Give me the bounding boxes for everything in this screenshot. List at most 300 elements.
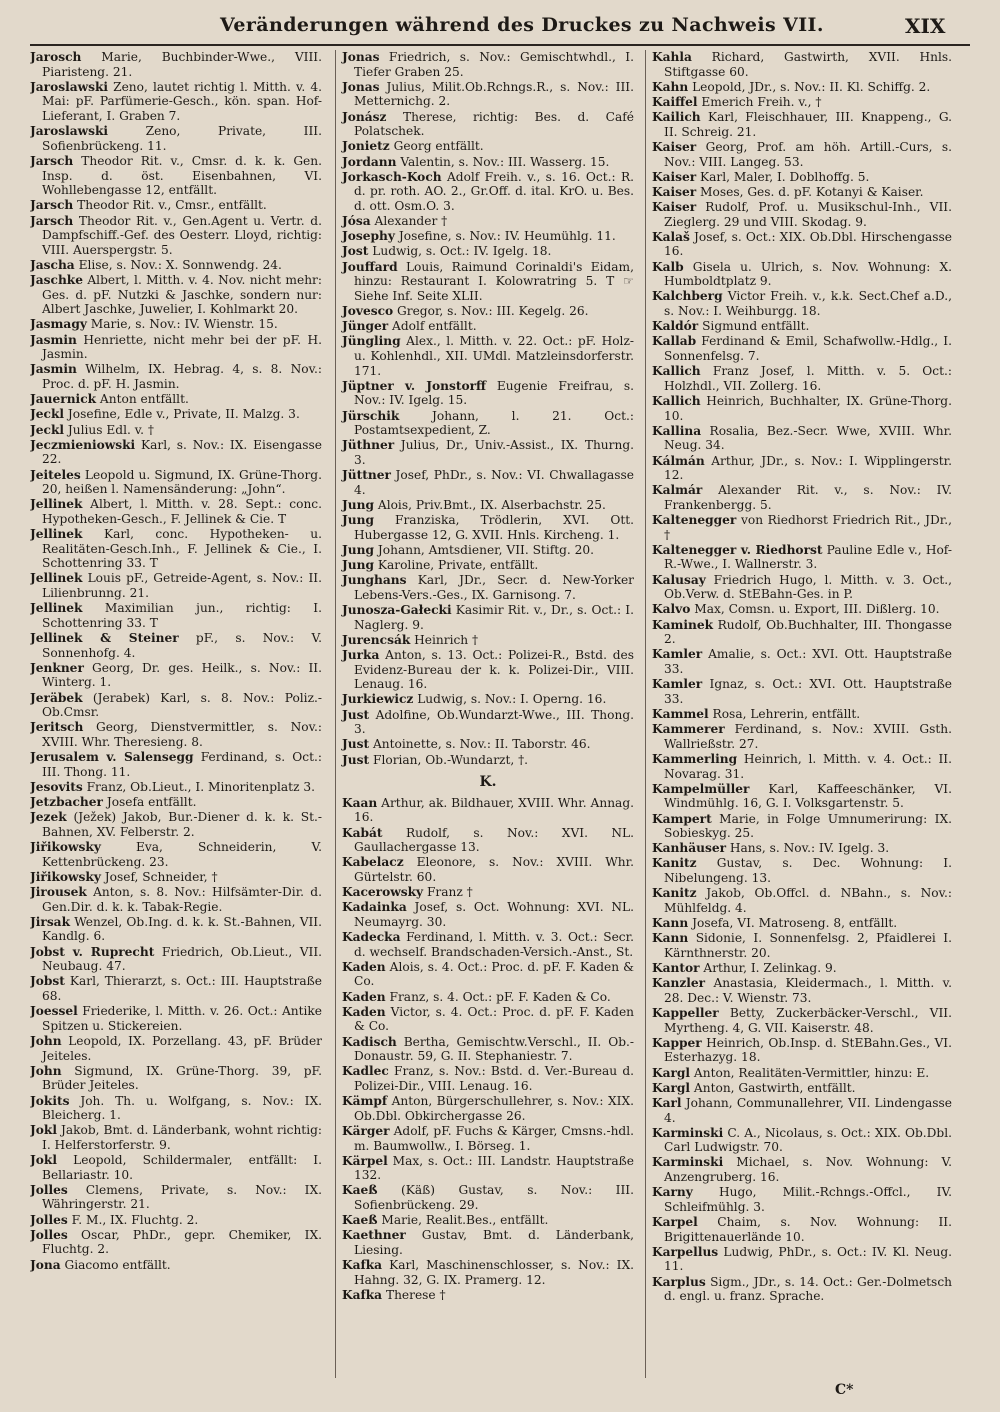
directory-entry bbox=[342, 1288, 634, 1303]
entry-name: Jonász bbox=[342, 109, 387, 124]
directory-entry bbox=[652, 394, 952, 423]
directory-entry bbox=[30, 468, 322, 497]
entry-name: Jolles bbox=[30, 1212, 68, 1227]
directory-entry bbox=[30, 392, 322, 407]
directory-entry bbox=[342, 1005, 634, 1034]
directory-entry bbox=[30, 1228, 322, 1257]
entry-text: Anton, s. 8. Nov.: Hilfsämter-Dir. d. Gen.Dir. d. k. k. Tabak-Regie. bbox=[42, 885, 322, 914]
directory-entry bbox=[30, 885, 322, 914]
entry-name: Jósa bbox=[342, 214, 371, 229]
entry-text: von Riedhorst Friedrich Rit., JDr., † bbox=[664, 513, 952, 542]
entry-name: Junghans bbox=[342, 573, 407, 588]
entry-text: Eleonore, s. Nov.: XVIII. Whr. Gürtelstr. 60. bbox=[354, 855, 634, 884]
entry-name: Karpel bbox=[652, 1215, 698, 1230]
directory-entry bbox=[30, 1034, 322, 1063]
directory-entry bbox=[652, 976, 952, 1005]
entry-name: Kaeß bbox=[342, 1213, 378, 1228]
entry-text: Anton entfällt. bbox=[96, 392, 189, 407]
entry-name: Jasmagy bbox=[30, 317, 87, 332]
directory-entry bbox=[342, 648, 634, 692]
directory-entry bbox=[652, 185, 952, 200]
entry-name: Kalb bbox=[652, 259, 684, 274]
header-rule bbox=[30, 44, 970, 46]
entry-name: Jordann bbox=[342, 154, 397, 169]
directory-entry bbox=[30, 407, 322, 422]
entry-text: Albert, l. Mitth. v. 28. Sept.: conc. Hypotheken-Gesch., F. Jellinek & Cie. T bbox=[42, 497, 322, 526]
entry-text: Johann, Amtsdiener, VII. Stiftg. 20. bbox=[374, 542, 595, 557]
entry-name: Jost bbox=[342, 244, 369, 259]
entry-name: Jasmin bbox=[30, 332, 77, 347]
entry-name: Kaiffel bbox=[652, 94, 698, 109]
directory-entry bbox=[342, 1064, 634, 1093]
entry-text: Victor Freih. v., k.k. Sect.Chef a.D., s. Nov.: I. Weihburgg. 18. bbox=[664, 289, 952, 319]
entry-name: Kallina bbox=[652, 423, 702, 438]
directory-entry bbox=[652, 1245, 952, 1274]
entry-name: Kafka bbox=[342, 1288, 383, 1302]
entry-name: Kallab bbox=[652, 334, 697, 349]
entry-name: Jascha bbox=[30, 257, 75, 272]
directory-entry bbox=[30, 691, 322, 720]
entry-text: Leopold, JDr., s. Nov.: II. Kl. Schiffg. 2. bbox=[688, 79, 931, 94]
entry-name: Kanitz bbox=[652, 886, 697, 901]
entry-name: Josephy bbox=[342, 229, 395, 244]
entry-text: Ludwig, PhDr., s. Oct.: IV. Kl. Neug. 11. bbox=[664, 1244, 952, 1274]
directory-entry bbox=[652, 782, 952, 811]
entry-text: Ferdinand & Emil, Schafwollw.-Hdlg., I. Sonnenfelsg. 7. bbox=[664, 334, 952, 363]
directory-entry bbox=[342, 573, 634, 602]
entry-name: Kacerowsky bbox=[342, 885, 424, 900]
directory-entry bbox=[652, 722, 952, 751]
entry-text: Alois, s. 4. Oct.: Proc. d. pF. F. Kaden & Co. bbox=[354, 959, 634, 989]
entry-text: Johann, l. 21. Oct.: Postamtsexpedient, Z. bbox=[354, 408, 634, 438]
directory-entry bbox=[342, 513, 634, 542]
directory-entry bbox=[342, 1124, 634, 1153]
directory-entry bbox=[652, 1006, 952, 1035]
entry-text: Karl, JDr., Secr. d. New-Yorker Lebens-Vers.-Ges., IX. Garnisong. 7. bbox=[354, 573, 634, 602]
entry-name: Kamler bbox=[652, 677, 703, 692]
entry-name: Kargl bbox=[652, 1065, 691, 1080]
directory-entry bbox=[342, 796, 634, 825]
directory-entry bbox=[342, 498, 634, 513]
directory-entry bbox=[30, 840, 322, 869]
entry-text: Max, s. Oct.: III. Landstr. Hauptstraße 132. bbox=[354, 1153, 634, 1183]
entry-text: Ludwig, s. Oct.: IV. Igelg. 18. bbox=[368, 244, 552, 259]
directory-entry bbox=[30, 571, 322, 600]
entry-name: Jona bbox=[30, 1257, 61, 1272]
directory-entry bbox=[342, 379, 634, 408]
entry-name: Jirsak bbox=[30, 914, 71, 929]
directory-entry bbox=[30, 333, 322, 362]
entry-text: Anastasia, Kleidermach., l. Mitth. v. 28. Dec.: V. Wienstr. 73. bbox=[664, 976, 952, 1005]
entry-text: Sigmund, IX. Grüne-Thorg. 39, pF. Brüder Jeiteles. bbox=[42, 1063, 322, 1093]
entry-text: (Käß) Gustav, s. Nov.: III. Sofienbrückeng. 29. bbox=[354, 1183, 634, 1213]
entry-text: Ferdinand, s. Nov.: XVIII. Gsth. Wallrießstr. 27. bbox=[664, 722, 952, 751]
entry-name: Kann bbox=[652, 916, 689, 931]
directory-entry bbox=[342, 855, 634, 884]
entry-name: Jaschke bbox=[30, 273, 84, 288]
entry-text: Therese, richtig: Bes. d. Café Polatschek. bbox=[354, 109, 634, 139]
entry-name: Kanzler bbox=[652, 976, 706, 991]
entry-name: Kabelacz bbox=[342, 855, 404, 870]
entry-text: Theodor Rit. v., Cmsr. d. k. k. Gen. Insp. d. öst. Eisenbahnen, VI. Wohllebengasse 12, entfällt. bbox=[42, 153, 322, 198]
entry-name: Jobst v. Ruprecht bbox=[30, 944, 155, 959]
entry-name: Kammerling bbox=[652, 751, 738, 766]
entry-name: Jokits bbox=[30, 1093, 70, 1108]
entry-text: Leopold u. Sigmund, IX. Grüne-Thorg. 20, heißen l. Namensänderung: „John“. bbox=[42, 467, 322, 497]
directory-entry bbox=[652, 1081, 952, 1096]
directory-entry bbox=[30, 527, 322, 571]
entry-text: Ferdinand, s. Oct.: III. Thong. 11. bbox=[42, 750, 322, 779]
entry-name: Jarosch bbox=[30, 50, 82, 64]
entry-text: Anton, s. 13. Oct.: Polizei-R., Bstd. des Evidenz-Bureau der k. k. Polizei-Dir., VIII. Lenaug. 16. bbox=[354, 648, 634, 692]
entry-name: Kahla bbox=[652, 50, 692, 64]
entry-name: Karl bbox=[652, 1095, 682, 1110]
entry-name: Jung bbox=[342, 513, 375, 528]
directory-entry bbox=[652, 1215, 952, 1244]
entry-text: Bertha, Gemischtw.Verschl., II. Ob.-Donaustr. 59, G. II. Stephaniestr. 7. bbox=[354, 1034, 634, 1064]
entry-name: Kaiser bbox=[652, 184, 697, 199]
entry-name: Kaden bbox=[342, 959, 386, 974]
directory-entry bbox=[342, 603, 634, 632]
entry-name: Kampelmüller bbox=[652, 781, 750, 796]
directory-entry bbox=[342, 80, 634, 109]
entry-text: Karl, Maler, I. Doblhoffg. 5. bbox=[696, 169, 870, 184]
entry-text: Rudolf, s. Nov.: XVI. NL. Gaullachergasse 13. bbox=[354, 825, 634, 855]
directory-entry bbox=[30, 50, 322, 79]
entry-text: Eugenie Freifrau, s. Nov.: IV. Igelg. 15. bbox=[354, 378, 634, 408]
entry-name: Jeritsch bbox=[30, 720, 84, 735]
entry-name: Kahn bbox=[652, 79, 689, 94]
entry-text: Valentin, s. Nov.: III. Wasserg. 15. bbox=[396, 154, 610, 169]
directory-entry bbox=[30, 273, 322, 317]
entry-text: Josef, Schneider, † bbox=[100, 869, 218, 884]
entry-text: Adolfine, Ob.Wundarzt-Wwe., III. Thong. 3. bbox=[354, 707, 634, 737]
entry-text: (Jerabek) Karl, s. 8. Nov.: Poliz.-Ob.Cmsr. bbox=[42, 690, 322, 720]
entry-name: Jurencsák bbox=[342, 632, 411, 647]
entry-text: Karl, Kaffeeschänker, VI. Windmühlg. 16, G. I. Volksgartenstr. 5. bbox=[664, 781, 952, 811]
entry-text: Julius Edl. v. † bbox=[64, 422, 155, 437]
entry-name: Jeiteles bbox=[30, 467, 81, 482]
entry-name: Jirousek bbox=[30, 885, 87, 900]
directory-entry bbox=[652, 1096, 952, 1125]
directory-entry bbox=[30, 1094, 322, 1123]
entry-name: Kaiser bbox=[652, 200, 697, 215]
entry-name: Kaiser bbox=[652, 139, 697, 154]
directory-entry bbox=[30, 317, 322, 332]
entry-name: Jarsch bbox=[30, 153, 74, 168]
entry-text: Franz, Ob.Lieut., I. Minoritenplatz 3. bbox=[82, 779, 315, 794]
directory-entry bbox=[652, 483, 952, 512]
directory-entry bbox=[652, 618, 952, 647]
directory-entry bbox=[342, 633, 634, 648]
entry-text: Louis pF., Getreide-Agent, s. Nov.: II. Lilienbrunng. 21. bbox=[42, 571, 322, 601]
entry-text: Josefine, s. Nov.: IV. Heumühlg. 11. bbox=[394, 229, 616, 244]
entry-text: Alexander Rit. v., s. Nov.: IV. Frankenbergg. 5. bbox=[664, 483, 952, 512]
entry-text: Adolf Freih. v., s. 16. Oct.: R. d. pr. roth. AO. 2., Gr.Off. d. ital. KrO. u. Bes. d. ott. Osm.O. 3. bbox=[354, 169, 634, 213]
entry-name: Jellinek & Steiner bbox=[30, 631, 179, 646]
directory-entry bbox=[342, 139, 634, 154]
column-1 bbox=[30, 50, 322, 1378]
entry-text: Heinrich † bbox=[410, 632, 479, 647]
directory-entry bbox=[342, 334, 634, 378]
entry-text: Moses, Ges. d. pF. Kotanyi & Kaiser. bbox=[696, 184, 924, 199]
entry-name: Jeräbek bbox=[30, 690, 83, 705]
entry-name: Jauernick bbox=[30, 392, 97, 407]
entry-name: Kaan bbox=[342, 795, 378, 810]
directory-entry bbox=[30, 870, 322, 885]
directory-entry bbox=[652, 1036, 952, 1065]
directory-entry bbox=[342, 304, 634, 319]
directory-entry bbox=[652, 602, 952, 617]
directory-entry bbox=[652, 841, 952, 856]
entry-name: Kaminek bbox=[652, 617, 714, 632]
entry-text: pF., s. Nov.: V. Sonnenhofg. 4. bbox=[42, 631, 322, 660]
directory-entry bbox=[652, 1155, 952, 1184]
directory-entry bbox=[652, 319, 952, 334]
directory-entry bbox=[342, 737, 634, 752]
entry-name: Joessel bbox=[30, 1004, 78, 1019]
page-header bbox=[0, 14, 1000, 54]
directory-entry bbox=[652, 812, 952, 841]
directory-entry bbox=[30, 1258, 322, 1273]
directory-entry bbox=[342, 1258, 634, 1287]
entry-text: Ludwig, s. Nov.: I. Operng. 16. bbox=[413, 692, 607, 707]
directory-entry bbox=[30, 795, 322, 810]
entry-name: Kaeß bbox=[342, 1183, 378, 1198]
entry-name: John bbox=[30, 1063, 62, 1078]
directory-entry bbox=[342, 468, 634, 497]
entry-name: Kalvo bbox=[652, 602, 691, 617]
entry-name: Jouffard bbox=[342, 259, 398, 274]
entry-text: Gustav, s. Dec. Wohnung: I. Nibelungeng. 13. bbox=[664, 856, 952, 886]
entry-name: Just bbox=[342, 737, 370, 752]
entry-text: Wenzel, Ob.Ing. d. k. k. St.-Bahnen, VII. Kandlg. 6. bbox=[42, 914, 322, 944]
entry-text: Arthur, JDr., s. Nov.: I. Wipplingerstr. 12. bbox=[664, 453, 952, 483]
entry-text: Michael, s. Nov. Wohnung: V. Anzengruberg. 16. bbox=[664, 1155, 952, 1185]
entry-text: Marie, in Folge Umnumerirung: IX. Sobieskyg. 25. bbox=[664, 811, 952, 841]
entry-text: Ignaz, s. Oct.: XVI. Ott. Hauptstraße 33. bbox=[664, 677, 952, 706]
directory-entry bbox=[30, 780, 322, 795]
entry-name: Jung bbox=[342, 558, 375, 573]
directory-entry bbox=[652, 424, 952, 453]
entry-name: Kaiser bbox=[652, 169, 697, 184]
entry-text: Zeno, Private, III. Sofienbrückeng. 11. bbox=[42, 124, 322, 153]
entry-text: Chaim, s. Nov. Wohnung: II. Brigittenauerlände 10. bbox=[664, 1215, 952, 1244]
entry-name: Kantor bbox=[652, 961, 700, 975]
entry-name: Jüngling bbox=[342, 334, 401, 349]
entry-text: Julius, Milit.Ob.Rchngs.R., s. Nov.: III. Metternichg. 2. bbox=[354, 79, 634, 109]
entry-text: Alexander † bbox=[370, 214, 448, 229]
entry-name: Kammel bbox=[652, 706, 709, 721]
entry-name: Kärpel bbox=[342, 1153, 388, 1168]
entry-name: Jolles bbox=[30, 1182, 68, 1197]
entry-name: Jung bbox=[342, 497, 375, 512]
entry-text: Max, Comsn. u. Export, III. Dißlerg. 10. bbox=[690, 602, 940, 617]
directory-entry bbox=[342, 1035, 634, 1064]
entry-text: Heinrich, l. Mitth. v. 4. Oct.: II. Novarag. 31. bbox=[664, 751, 952, 781]
entry-text: Adolf entfällt. bbox=[388, 319, 477, 334]
entry-name: Kadecka bbox=[342, 930, 401, 945]
directory-entry bbox=[30, 154, 322, 198]
entry-text: Alex., l. Mitth. v. 22. Oct.: pF. Holz- u. Kohlenhdl., XII. UMdl. Matzleinsdorferstr. 171. bbox=[354, 334, 634, 378]
entry-text: Franziska, Trödlerin, XVI. Ott. Hubergasse 12, G. XVII. Hnls. Kircheng. 1. bbox=[354, 513, 634, 542]
directory-entry bbox=[342, 50, 634, 79]
entry-name: Jiřikowsky bbox=[30, 840, 101, 855]
entry-text: F. M., IX. Fluchtg. 2. bbox=[67, 1212, 199, 1227]
entry-text: Albert, l. Mitth. v. 4. Nov. nicht mehr: Ges. d. pF. Nutzki & Jaschke, sondern nur: Albert Jaschke, Juwelier, I. Kohlmarkt 20. bbox=[42, 273, 322, 317]
entry-name: Jobst bbox=[30, 974, 65, 989]
directory-entry bbox=[30, 258, 322, 273]
entry-text: Rudolf, Prof. u. Musikschul-Inh., VII. Zieglerg. 29 und VIII. Skodag. 9. bbox=[664, 200, 952, 229]
entry-text: Leopold, Schildermaler, entfällt: I. Bellariastr. 10. bbox=[42, 1153, 322, 1182]
directory-entry bbox=[652, 80, 952, 95]
entry-name: Kadisch bbox=[342, 1034, 397, 1049]
entry-text: Maximilian jun., richtig: I. Schottenring 33. T bbox=[42, 601, 322, 630]
entry-name: Jonas bbox=[342, 50, 380, 64]
directory-entry bbox=[652, 543, 952, 572]
entry-text: Georg entfällt. bbox=[389, 139, 484, 154]
entry-text: Hugo, Milit.-Rchngs.-Offcl., IV. Schleifmühlg. 3. bbox=[664, 1185, 952, 1214]
page-title: Veränderungen während des Druckes zu Nachweis VII. bbox=[220, 14, 824, 36]
entry-text: Franz, s. Nov.: Bstd. d. Ver.-Bureau d. Polizei-Dir., VIII. Lenaug. 16. bbox=[354, 1064, 634, 1093]
entry-text: Karl, s. Nov.: IX. Eisengasse 22. bbox=[42, 437, 322, 467]
entry-name: Kann bbox=[652, 931, 689, 946]
directory-entry bbox=[652, 289, 952, 318]
directory-entry bbox=[652, 1275, 952, 1304]
entry-name: Kärger bbox=[342, 1123, 390, 1138]
entry-text: Franz Josef, l. Mitth. v. 5. Oct.: Holzhdl., VII. Zollerg. 16. bbox=[664, 364, 952, 393]
entry-text: Rudolf, Ob.Buchhalter, III. Thongasse 2. bbox=[664, 617, 952, 647]
directory-entry bbox=[652, 707, 952, 722]
entry-text: Josefine, Edle v., Private, II. Malzg. 3. bbox=[64, 407, 300, 422]
directory-entry bbox=[342, 155, 634, 170]
entry-name: Jerusalem v. Salensegg bbox=[30, 750, 194, 765]
directory-entry bbox=[342, 692, 634, 707]
directory-entry bbox=[342, 1094, 634, 1123]
directory-entry bbox=[30, 810, 322, 839]
directory-entry bbox=[342, 900, 634, 929]
entry-text: Friedrich, Ob.Lieut., VII. Neubaug. 47. bbox=[42, 944, 322, 974]
directory-entry bbox=[342, 960, 634, 989]
entry-name: Jonietz bbox=[342, 139, 390, 154]
entry-name: Jarsch bbox=[30, 198, 74, 213]
directory-entry bbox=[30, 1213, 322, 1228]
entry-text: Ferdinand, l. Mitth. v. 3. Oct.: Secr. d. wechself. Brandschaden-Versich.-Anst., St. bbox=[354, 930, 634, 959]
directory-entry bbox=[652, 916, 952, 931]
entry-name: Kargl bbox=[652, 1080, 691, 1095]
entry-text: Julius, Dr., Univ.-Assist., IX. Thurng. 3. bbox=[354, 438, 634, 467]
directory-entry bbox=[30, 1153, 322, 1182]
entry-name: Jolles bbox=[30, 1227, 68, 1242]
entry-text: Florian, Ob.-Wundarzt, †. bbox=[369, 752, 529, 767]
entry-name: Kalaš bbox=[652, 229, 690, 244]
directory-entry bbox=[342, 1154, 634, 1183]
entry-name: Kanitz bbox=[652, 856, 697, 871]
entry-name: Jezek bbox=[30, 810, 67, 825]
entry-text: (Ježek) Jakob, Bur.-Diener d. k. k. St.-Bahnen, XV. Felberstr. 2. bbox=[42, 810, 322, 839]
entry-text: Antoinette, s. Nov.: II. Taborstr. 46. bbox=[369, 737, 591, 752]
entry-name: Jorkasch-Koch bbox=[342, 169, 442, 184]
directory-entry bbox=[30, 1183, 322, 1212]
directory-entry bbox=[652, 513, 952, 542]
entry-name: Jeczmieniowski bbox=[30, 437, 136, 452]
directory-entry bbox=[652, 454, 952, 483]
entry-text: Josef, s. Oct. Wohnung: XVI. NL. Neumayrg. 30. bbox=[354, 900, 634, 929]
entry-text: Giacomo entfällt. bbox=[60, 1257, 171, 1272]
directory-entry bbox=[342, 753, 634, 768]
entry-name: Karminski bbox=[652, 1125, 724, 1140]
directory-entry bbox=[342, 260, 634, 304]
entry-text: Georg, Dr. ges. Heilk., s. Nov.: II. Winterg. 1. bbox=[42, 660, 322, 690]
entry-text: Louis, Raimund Corinaldi's Eidam, hinzu: Restaurant I. Kolowratring 5. T ☞ Siehe Inf. Seite XLII. bbox=[354, 259, 634, 303]
directory-entry bbox=[652, 364, 952, 393]
directory-entry bbox=[30, 1004, 322, 1033]
entry-name: Kailich bbox=[652, 110, 701, 125]
entry-text: Therese † bbox=[382, 1288, 446, 1302]
entry-text: Marie, Realit.Bes., entfällt. bbox=[377, 1213, 549, 1228]
entry-text: Josefa, VI. Matroseng. 8, entfällt. bbox=[688, 916, 898, 931]
entry-text: Karl, Thierarzt, s. Oct.: III. Hauptstraße 68. bbox=[42, 974, 322, 1003]
section-letter: K. bbox=[479, 774, 497, 791]
directory-entry bbox=[342, 990, 634, 1005]
entry-text: Josefa entfällt. bbox=[102, 795, 197, 810]
entry-text: Jakob, Bmt. d. Länderbank, wohnt richtig: I. Helferstorferstr. 9. bbox=[42, 1123, 322, 1152]
entry-text: Gregor, s. Nov.: III. Kegelg. 26. bbox=[393, 304, 589, 319]
directory-entry bbox=[342, 229, 634, 244]
directory-entry bbox=[30, 915, 322, 944]
entry-name: Kadlec bbox=[342, 1064, 389, 1079]
directory-entry bbox=[30, 438, 322, 467]
directory-entry bbox=[30, 124, 322, 153]
entry-text: Zeno, lautet richtig l. Mitth. v. 4. Mai: pF. Parfümerie-Gesch., kön. span. Hof-Lieferant, I. Graben 7. bbox=[42, 79, 322, 123]
entry-name: Junosza-Gałecki bbox=[342, 603, 452, 618]
entry-text: Emerich Freih. v., † bbox=[697, 94, 822, 109]
entry-name: Jüptner v. Jonstorff bbox=[342, 378, 487, 393]
entry-name: Kalmár bbox=[652, 483, 703, 498]
entry-text: Friederike, l. Mitth. v. 26. Oct.: Antike Spitzen u. Stickereien. bbox=[42, 1004, 322, 1033]
entry-text: Georg, Dienstvermittler, s. Nov.: XVIII. Whr. Theresieng. 8. bbox=[42, 720, 322, 749]
entry-name: Kaltenegger bbox=[652, 513, 737, 528]
entry-text: Georg, Prof. am höh. Artill.-Curs, s. Nov.: VIII. Langeg. 53. bbox=[664, 139, 952, 169]
directory-entry bbox=[30, 720, 322, 749]
directory-entry bbox=[652, 931, 952, 960]
directory-entry bbox=[342, 409, 634, 438]
entry-name: Karny bbox=[652, 1185, 693, 1200]
entry-name: Jurkiewicz bbox=[342, 692, 414, 707]
entry-text: Sigmund entfällt. bbox=[698, 319, 810, 334]
page-number: XIX bbox=[905, 14, 946, 38]
directory-entry bbox=[652, 230, 952, 259]
entry-name: Jeckl bbox=[30, 422, 65, 437]
directory-entry bbox=[652, 573, 952, 602]
entry-text: Kasimir Rit. v., Dr., s. Oct.: I. Naglerg. 9. bbox=[354, 603, 634, 632]
directory-entry bbox=[652, 110, 952, 139]
directory-entry bbox=[652, 677, 952, 706]
directory-entry bbox=[342, 1213, 634, 1228]
directory-entry bbox=[652, 961, 952, 976]
entry-name: Kalchberg bbox=[652, 289, 723, 304]
entry-name: Just bbox=[342, 707, 370, 722]
directory-entry bbox=[342, 558, 634, 573]
entry-text: Johann, Communallehrer, VII. Lindengasse 4. bbox=[664, 1095, 952, 1125]
entry-name: Jellinek bbox=[30, 571, 83, 586]
directory-entry bbox=[342, 708, 634, 737]
entry-text: Sidonie, I. Sonnenfelsg. 2, Pfaidlerei I. Kärnthnerstr. 20. bbox=[664, 931, 952, 960]
entry-text: Eva, Schneiderin, V. Kettenbrückeng. 23. bbox=[42, 840, 322, 869]
column-2 bbox=[335, 50, 634, 1378]
entry-name: John bbox=[30, 1033, 62, 1048]
entry-text: Leopold, IX. Porzellang. 43, pF. Brüder Jeiteles. bbox=[42, 1033, 322, 1063]
